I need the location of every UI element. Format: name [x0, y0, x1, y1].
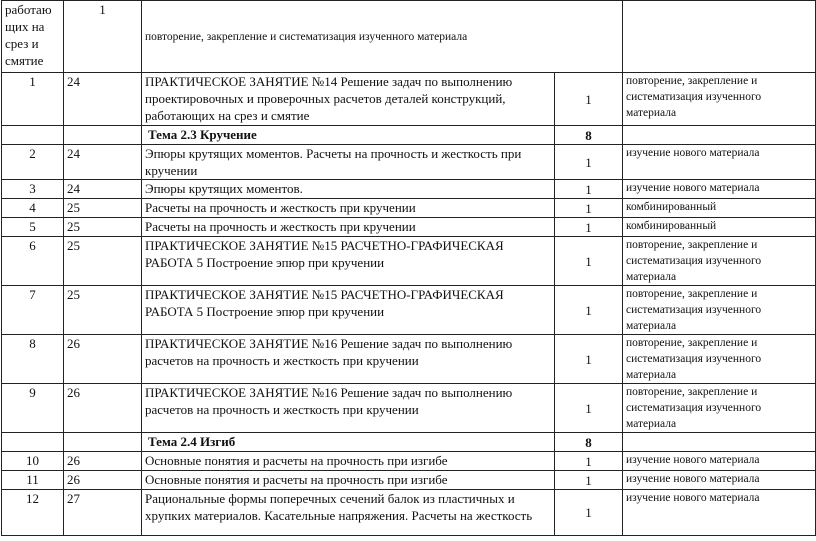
- lesson-type-cell: изучение нового материала: [623, 471, 816, 490]
- lesson-type-cell: изучение нового материала: [623, 452, 816, 471]
- topic-cell: Эпюры крутящих моментов.: [142, 180, 555, 199]
- lesson-number-cell: 12: [2, 490, 64, 536]
- table-row: [2, 73, 816, 126]
- week-cell: 26: [64, 384, 142, 433]
- topic-cell: ПРАКТИЧЕСКОЕ ЗАНЯТИЕ №16 Решение задач по выполнению расчетов на прочность и жесткость при кручении: [142, 384, 555, 433]
- top-cell-empty: [623, 1, 816, 73]
- week-cell: 25: [64, 286, 142, 335]
- lesson-type-cell: повторение, закрепление и систематизация изученного материала: [623, 384, 816, 433]
- lesson-type-cell: [623, 126, 816, 145]
- hours-cell: 1: [555, 73, 623, 126]
- lesson-number-cell: 5: [2, 218, 64, 237]
- hours-cell: 1: [555, 490, 623, 536]
- hours-cell: 8: [555, 433, 623, 452]
- hours-cell: 1: [555, 218, 623, 237]
- hours-cell: 1: [555, 471, 623, 490]
- topic-cell: ПРАКТИЧЕСКОЕ ЗАНЯТИЕ №14 Решение задач по выполнению проектировочных и проверочных расчетов деталей конструкций, работающих на срез и смятие: [142, 73, 555, 126]
- week-cell: 24: [64, 145, 142, 180]
- lesson-type-cell: комбинированный: [623, 199, 816, 218]
- table-row: [2, 199, 816, 218]
- lesson-type-cell: повторение, закрепление и систематизация изученного материала: [623, 335, 816, 384]
- table-row: [2, 180, 816, 199]
- lesson-type-cell: изучение нового материала: [623, 180, 816, 199]
- table-row: [2, 145, 816, 180]
- table-row-top: [2, 1, 816, 73]
- top-cell-2: 1: [64, 1, 142, 73]
- lesson-number-cell: [2, 433, 64, 452]
- lesson-type-cell: комбинированный: [623, 218, 816, 237]
- topic-cell: Рациональные формы поперечных сечений балок из пластичных и хрупких материалов. Касательные напряжения. Расчеты на жесткость: [142, 490, 555, 536]
- hours-cell: 1: [555, 145, 623, 180]
- table-row: [2, 335, 816, 384]
- week-cell: 25: [64, 199, 142, 218]
- lesson-type-cell: повторение, закрепление и систематизация изученного материала: [623, 237, 816, 286]
- lesson-number-cell: 6: [2, 237, 64, 286]
- table-row: [2, 218, 816, 237]
- lesson-number-cell: 7: [2, 286, 64, 335]
- topic-cell: Тема 2.4 Изгиб: [142, 433, 555, 452]
- topic-cell: Основные понятия и расчеты на прочность при изгибе: [142, 471, 555, 490]
- hours-cell: 1: [555, 237, 623, 286]
- lesson-number-cell: 8: [2, 335, 64, 384]
- lesson-type-cell: изучение нового материала: [623, 145, 816, 180]
- table-row: [2, 384, 816, 433]
- lesson-type-cell: изучение нового материала: [623, 490, 816, 536]
- topic-cell: Эпюры крутящих моментов. Расчеты на прочность и жесткость при кручении: [142, 145, 555, 180]
- topic-cell: ПРАКТИЧЕСКОЕ ЗАНЯТИЕ №16 Решение задач по выполнению расчетов на прочность и жесткость при кручении: [142, 335, 555, 384]
- table-row: [2, 452, 816, 471]
- table-row: [2, 286, 816, 335]
- week-cell: 27: [64, 490, 142, 536]
- section-row: [2, 433, 816, 452]
- lesson-number-cell: 4: [2, 199, 64, 218]
- table-row: [2, 471, 816, 490]
- table-row: [2, 237, 816, 286]
- hours-cell: 1: [555, 384, 623, 433]
- hours-cell: 8: [555, 126, 623, 145]
- week-cell: 25: [64, 237, 142, 286]
- week-cell: 24: [64, 180, 142, 199]
- hours-cell: 1: [555, 452, 623, 471]
- lesson-number-cell: 2: [2, 145, 64, 180]
- table-row: [2, 490, 816, 536]
- section-row: [2, 126, 816, 145]
- week-cell: [64, 433, 142, 452]
- lesson-number-cell: 1: [2, 73, 64, 126]
- week-cell: [64, 126, 142, 145]
- lesson-number-cell: 3: [2, 180, 64, 199]
- topic-cell: Тема 2.3 Кручение: [142, 126, 555, 145]
- week-cell: 26: [64, 471, 142, 490]
- lesson-number-cell: 11: [2, 471, 64, 490]
- lesson-type-cell: повторение, закрепление и систематизация изученного материала: [623, 73, 816, 126]
- week-cell: 25: [64, 218, 142, 237]
- top-cell-3: повторение, закрепление и систематизация изученного материала: [142, 1, 623, 73]
- lesson-type-cell: повторение, закрепление и систематизация изученного материала: [623, 286, 816, 335]
- topic-cell: Основные понятия и расчеты на прочность при изгибе: [142, 452, 555, 471]
- lesson-number-cell: 9: [2, 384, 64, 433]
- topic-cell: ПРАКТИЧЕСКОЕ ЗАНЯТИЕ №15 РАСЧЕТНО-ГРАФИЧЕСКАЯ РАБОТА 5 Построение эпюр при кручении: [142, 237, 555, 286]
- hours-cell: 1: [555, 199, 623, 218]
- week-cell: 26: [64, 452, 142, 471]
- lesson-number-cell: 10: [2, 452, 64, 471]
- hours-cell: 1: [555, 335, 623, 384]
- week-cell: 24: [64, 73, 142, 126]
- topic-cell: Расчеты на прочность и жесткость при кручении: [142, 199, 555, 218]
- topic-cell: Расчеты на прочность и жесткость при кручении: [142, 218, 555, 237]
- lesson-plan-table: [1, 0, 816, 536]
- lesson-type-cell: [623, 433, 816, 452]
- hours-cell: 1: [555, 180, 623, 199]
- top-cell-1: работаю щих на срез и смятие: [2, 1, 64, 73]
- week-cell: 26: [64, 335, 142, 384]
- lesson-number-cell: [2, 126, 64, 145]
- hours-cell: 1: [555, 286, 623, 335]
- topic-cell: ПРАКТИЧЕСКОЕ ЗАНЯТИЕ №15 РАСЧЕТНО-ГРАФИЧЕСКАЯ РАБОТА 5 Построение эпюр при кручении: [142, 286, 555, 335]
